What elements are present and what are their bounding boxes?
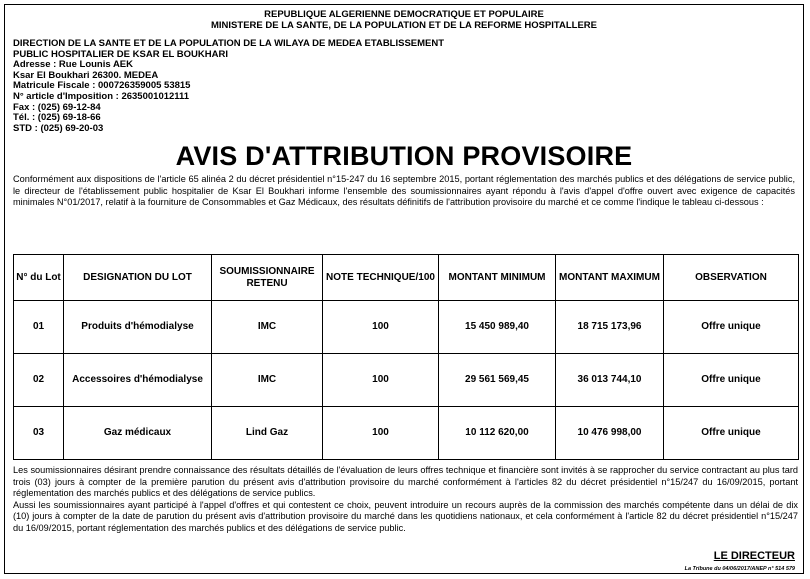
republic-line: REPUBLIQUE ALGERIENNE DEMOCRATIQUE ET POPULAIRE (264, 9, 544, 20)
org-article: N° article d'Imposition : 2635001012111 (13, 90, 190, 102)
table-row (14, 354, 799, 407)
lot-observation: Offre unique (664, 354, 799, 407)
lot-montant-min: 15 450 989,40 (439, 301, 556, 354)
org-matricule: Matricule Fiscale : 000726359005 53815 (13, 80, 191, 92)
lot-note: 100 (323, 354, 439, 407)
closing-text (13, 465, 798, 535)
org-std: STD : (025) 69-20-03 (13, 122, 104, 134)
signature: LE DIRECTEUR (713, 550, 795, 562)
national-header (5, 5, 803, 31)
lot-soumissionnaire: IMC (212, 354, 323, 407)
col-header-montant-min: MONTANT MINIMUM (439, 255, 556, 301)
closing-paragraph-2: Aussi les soumissionnaires ayant participé à l'appel d'offres et qui contestent ce choix, peuvent introduire un recours auprès de la commission des marchés compétente dans un délai de dix (10) jours à compter de la date de parution du présent avis d'attribution provisoire du marché dans les quotidiens nationaux, et cela conformément à l'article 82 du décret présidentiel n°15/247 du 16/09/2015, portant réglementation des marchés publics et des délégations de service public. (13, 499, 798, 533)
closing-paragraph-1: Les soumissionnaires désirant prendre connaissance des résultats détaillés de l'évaluation de leurs offres technique et financière sont invités à se rapprocher du service contractant au plus tard trois (03) jours à compter de la première parution du présent avis d'attribution provisoire du marché conformément à l'articles 82 du décret présidentiel n°15/247 du 16/09/2015, portant réglementation des marchés publics et des délégations de service publics. (13, 465, 798, 499)
col-header-observation: OBSERVATION (664, 255, 799, 301)
table-row (14, 407, 799, 460)
table-row (14, 301, 799, 354)
lot-montant-max: 10 476 998,00 (556, 407, 664, 460)
lot-montant-max: 36 013 744,10 (556, 354, 664, 407)
notice-title: AVIS D'ATTRIBUTION PROVISOIRE (175, 141, 633, 172)
org-name-line-1: DIRECTION DE LA SANTE ET DE LA POPULATION DE LA WILAYA DE MEDEA ETABLISSEMENT (13, 38, 445, 49)
org-city: Ksar El Boukhari 26300. MEDEA (13, 69, 159, 81)
org-fax: Fax : (025) 69-12-84 (13, 101, 101, 113)
org-tel: Tél. : (025) 69-18-66 (13, 112, 101, 124)
lot-montant-min: 29 561 569,45 (439, 354, 556, 407)
ministry-line: MINISTERE DE LA SANTE, DE LA POPULATION ET DE LA REFORME HOSPITALLERE (211, 20, 597, 31)
col-header-soumissionnaire: SOUMISSIONNAIRE RETENU (212, 255, 323, 301)
col-header-lot: N° du Lot (14, 255, 64, 301)
publication-reference: La Tribune du 04/06/2017/ANEP n° 514 579 (684, 566, 795, 572)
lot-observation: Offre unique (664, 301, 799, 354)
intro-paragraph: Conformément aux dispositions de l'article 65 alinéa 2 du décret présidentiel n°15-247 du 16 septembre 2015, portant réglementation des marchés publics et des délégations de service public, le directeur de l'établissement public hospitalier de Ksar El Boukhari informe l'ensemble des soumissionnaires ayant répondu à l'avis d'appel d'offre ouvert avec exigence de capacités minimales N°01/2017, relatif à la fourniture de Consommables et Gaz Médicaux, des résultats définitifs de l'attribution provisoire du marché et ce comme l'indique le tableau ci-dessous : (13, 174, 795, 208)
col-header-designation: DESIGNATION DU LOT (64, 255, 212, 301)
lot-observation: Offre unique (664, 407, 799, 460)
lot-designation: Accessoires d'hémodialyse (64, 354, 212, 407)
lot-montant-max: 18 715 173,96 (556, 301, 664, 354)
lot-number: 02 (14, 354, 64, 407)
notice-page (4, 4, 804, 574)
lot-soumissionnaire: IMC (212, 301, 323, 354)
lot-soumissionnaire: Lind Gaz (212, 407, 323, 460)
col-header-montant-max: MONTANT MAXIMUM (556, 255, 664, 301)
lot-designation: Gaz médicaux (64, 407, 212, 460)
lot-designation: Produits d'hémodialyse (64, 301, 212, 354)
table-header-row (14, 255, 799, 301)
lot-note: 100 (323, 301, 439, 354)
lot-note: 100 (323, 407, 439, 460)
lot-number: 03 (14, 407, 64, 460)
lot-montant-min: 10 112 620,00 (439, 407, 556, 460)
org-name-line-2: PUBLIC HOSPITALIER DE KSAR EL BOUKHARI (13, 48, 228, 60)
organization-block (13, 39, 803, 134)
org-address: Adresse : Rue Lounis AEK (13, 59, 134, 71)
lot-number: 01 (14, 301, 64, 354)
col-header-note: NOTE TECHNIQUE/100 (323, 255, 439, 301)
attribution-table (13, 254, 799, 460)
